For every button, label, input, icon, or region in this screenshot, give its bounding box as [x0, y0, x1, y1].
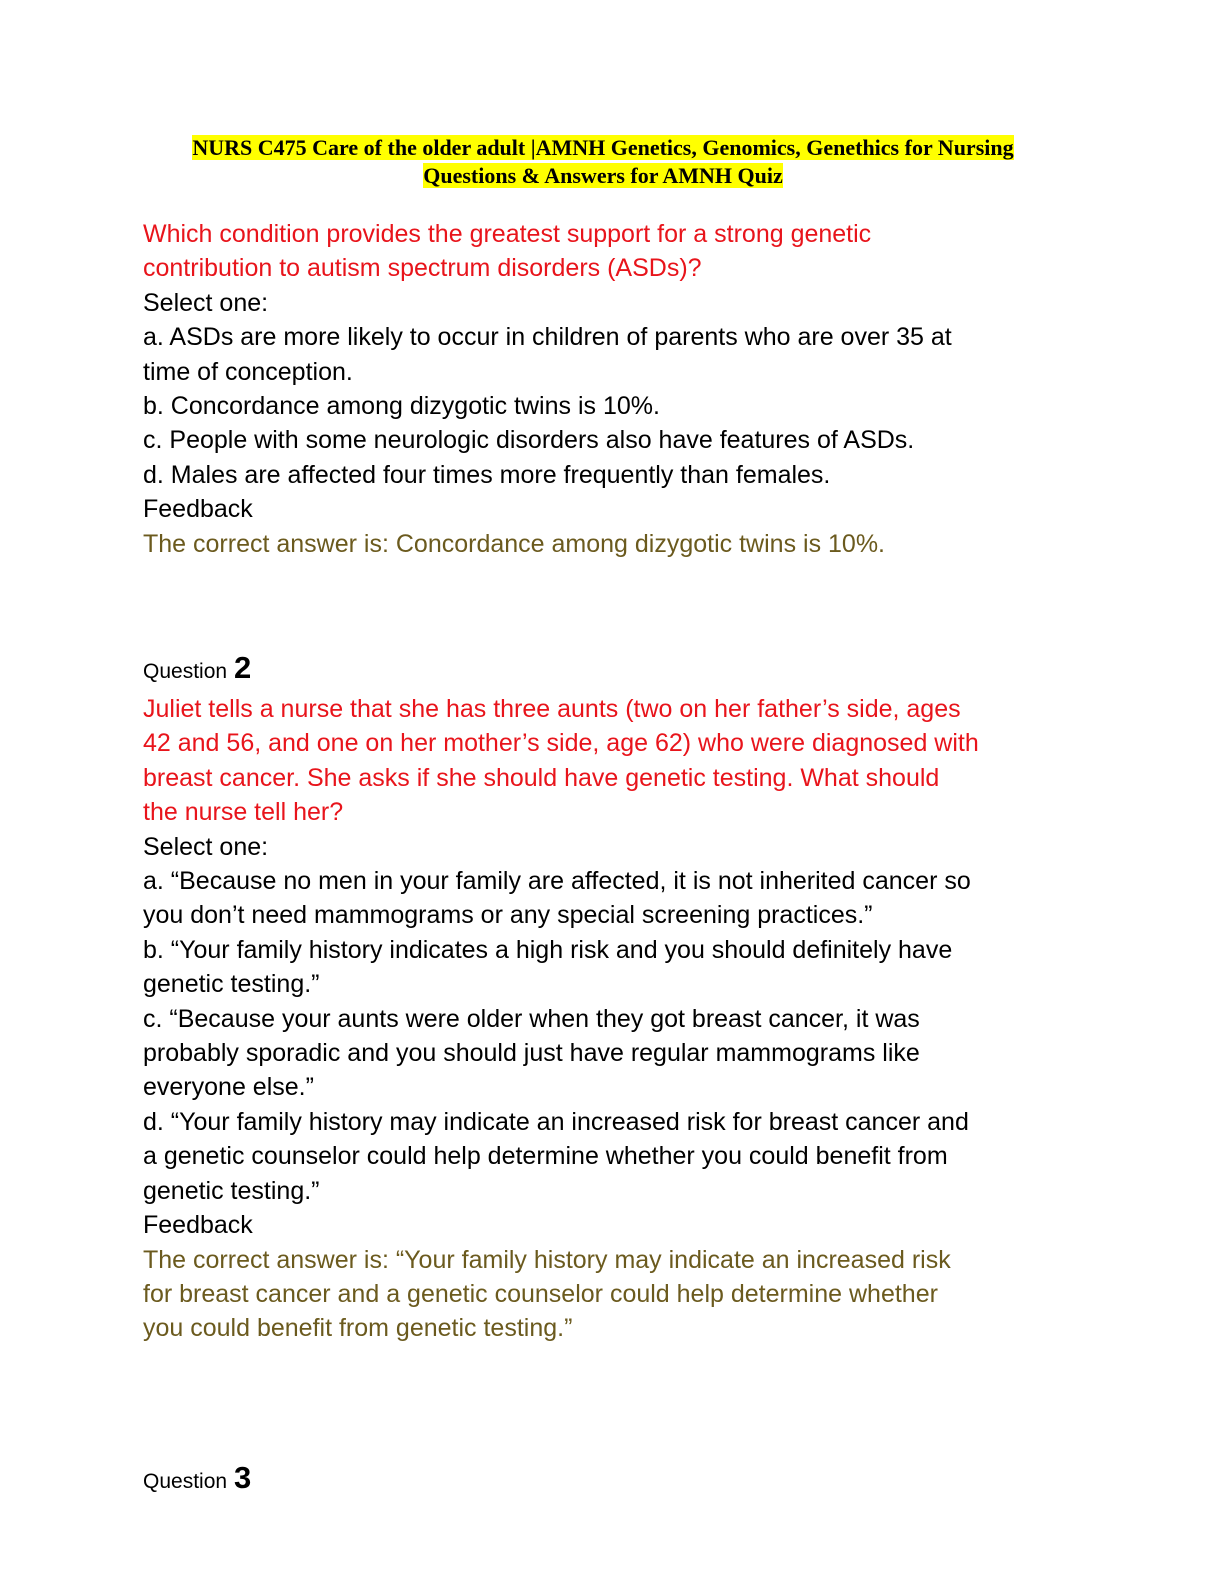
question-1-option-line: a. ASDs are more likely to occur in children of parents who are over 35 at	[143, 323, 952, 352]
question-2-label-number: 2	[234, 650, 252, 685]
question-2-option-line: a. “Because no men in your family are affected, it is not inherited cancer so	[143, 867, 971, 896]
question-1-prompt-line: Which condition provides the greatest support for a strong genetic	[143, 220, 872, 248]
question-2-option-line: everyone else.”	[143, 1073, 314, 1102]
question-3-block	[143, 1458, 1103, 1502]
question-1-option-line: time of conception.	[143, 357, 353, 386]
question-2-option-line: genetic testing.”	[143, 1176, 320, 1205]
question-3-label-word: Question	[143, 1470, 228, 1493]
question-2-option-line: b. “Your family history indicates a high risk and you should definitely have	[143, 935, 953, 964]
question-1-option-line: c. People with some neurologic disorders also have features of ASDs.	[143, 426, 915, 455]
question-2-correct-answer-line: The correct answer is: “Your family history may indicate an increased risk	[143, 1245, 951, 1274]
question-2-label	[143, 648, 1103, 692]
question-1-select-label: Select one:	[143, 288, 269, 317]
question-2-option-line: probably sporadic and you should just have regular mammograms like	[143, 1039, 920, 1068]
question-1-option-line: b. Concordance among dizygotic twins is 10%.	[143, 392, 660, 421]
question-2-prompt-line: the nurse tell her?	[143, 798, 344, 827]
question-2-option-line: d. “Your family history may indicate an increased risk for breast cancer and	[143, 1107, 969, 1136]
question-2-option-line: genetic testing.”	[143, 970, 320, 999]
question-1-feedback-label: Feedback	[143, 495, 253, 524]
question-2-block	[143, 648, 1103, 1346]
question-3-label	[143, 1458, 1103, 1502]
question-2-select-label: Select one:	[143, 832, 269, 861]
question-2-option-line: c. “Because your aunts were older when they got breast cancer, it was	[143, 1004, 920, 1033]
question-1-block	[143, 217, 1103, 561]
question-2-label-word: Question	[143, 660, 228, 683]
question-2-option-line: a genetic counselor could help determine whether you could benefit from	[143, 1142, 948, 1171]
question-1-option-line: d. Males are affected four times more frequently than females.	[143, 460, 831, 489]
title-line-1: NURS C475 Care of the older adult |AMNH Genetics, Genomics, Genethics for Nursing	[192, 135, 1014, 160]
question-2-correct-answer-line: for breast cancer and a genetic counselor could help determine whether	[143, 1279, 938, 1308]
question-1-correct-answer: The correct answer is: Concordance among dizygotic twins is 10%.	[143, 529, 885, 558]
title-line-2: Questions & Answers for AMNH Quiz	[423, 163, 783, 188]
document-title	[130, 134, 1076, 190]
question-1-prompt-line: contribution to autism spectrum disorders (ASDs)?	[143, 254, 702, 283]
question-2-option-line: you don’t need mammograms or any special screening practices.”	[143, 901, 873, 930]
question-2-correct-answer-line: you could benefit from genetic testing.”	[143, 1314, 573, 1343]
question-3-label-number: 3	[234, 1460, 252, 1495]
question-2-feedback-label: Feedback	[143, 1211, 253, 1240]
question-2-prompt-line: breast cancer. She asks if she should have genetic testing. What should	[143, 763, 940, 792]
question-2-prompt-line: Juliet tells a nurse that she has three aunts (two on her father’s side, ages	[143, 695, 961, 723]
question-2-prompt-line: 42 and 56, and one on her mother’s side, age 62) who were diagnosed with	[143, 729, 979, 758]
